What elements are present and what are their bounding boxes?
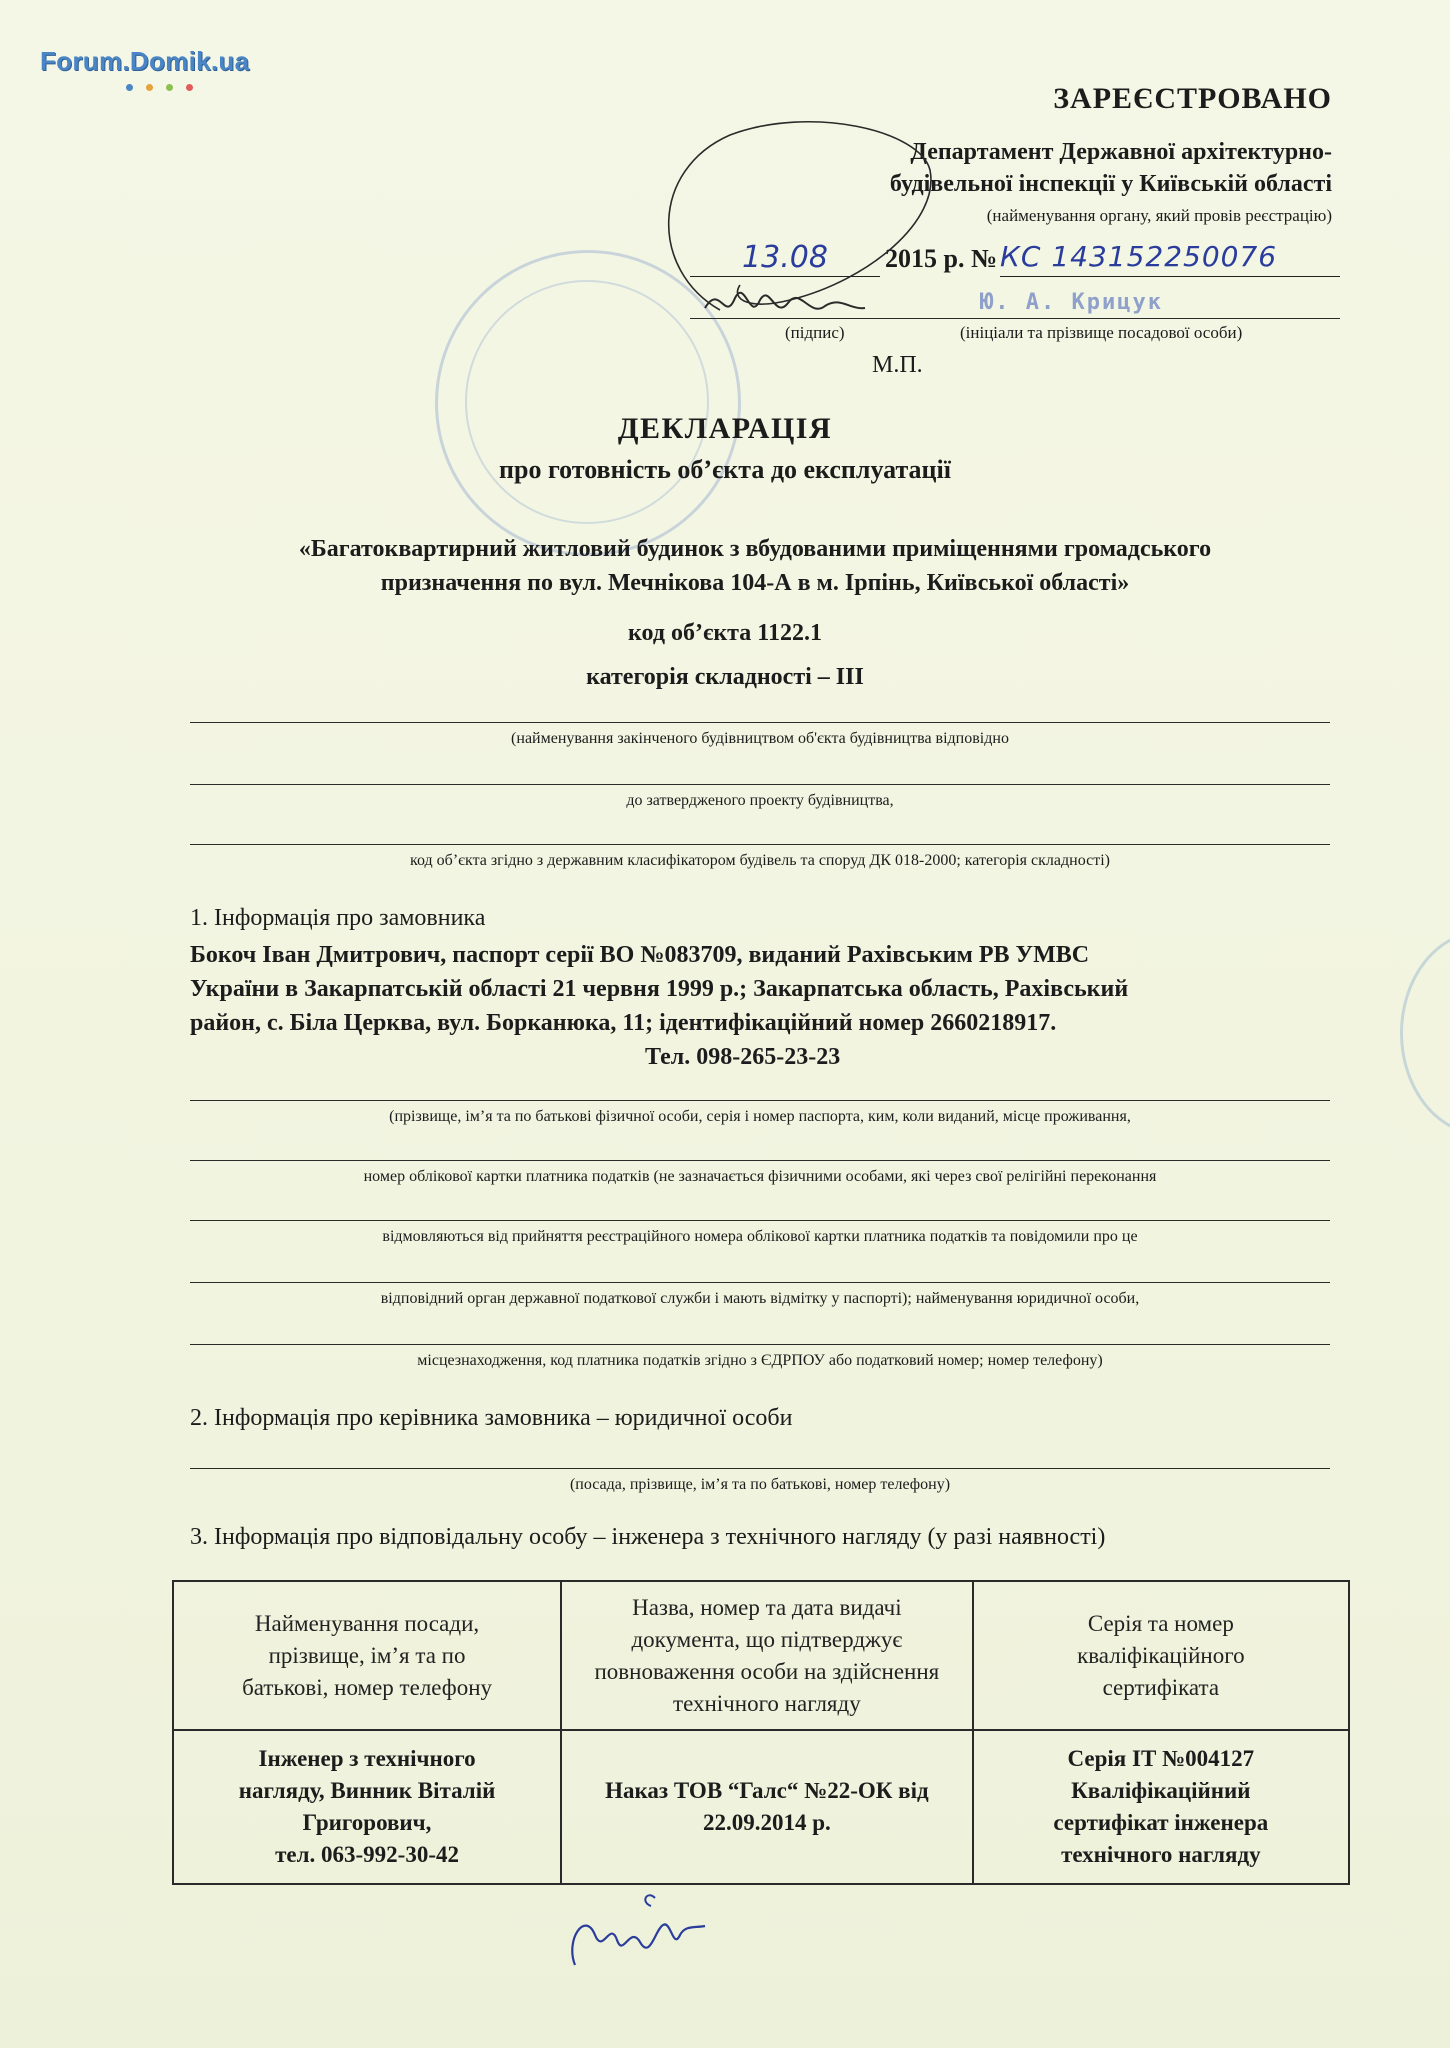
object-name-line: «Багатоквартирний житловий будинок з вбудованими приміщеннями громадського [298,536,1212,562]
table-header-cell [173,1581,561,1730]
customer-info-line: район, с. Біла Церква, вул. Борканюка, 11; ідентифікаційний номер 2660218917. [190,1010,1057,1036]
section3-heading: 3. Інформація про відповідальну особу – інженера з технічного нагляду (у разі наявності) [190,1524,1106,1550]
form-caption: місцезнаходження, код платника податків згідно з ЄДРПОУ або податковий номер; номер телефону) [417,1352,1103,1369]
cell-line: прізвище, ім’я та по [268,1642,466,1668]
cell-line: технічного нагляду [1061,1842,1261,1867]
form-line [190,1220,1330,1221]
cell-line: Серія ІТ №004127 [1067,1746,1255,1771]
initials-caption: (ініціали та прізвище посадової особи) [960,323,1243,342]
registration-year: 2015 р. № [885,244,998,273]
customer-info-line: Бокоч Іван Дмитрович, паспорт серії ВО №083709, виданий Рахівським РВ УМВС [190,942,1090,968]
cell-line: 22.09.2014 р. [702,1810,831,1835]
watermark-dot [166,84,173,91]
cell-line: документа, що підтверджує [631,1626,903,1652]
cell-line: Наказ ТОВ “Галс“ №22-ОК від [605,1778,929,1803]
form-caption: (посада, прізвище, ім’я та по батькові, номер телефону) [569,1476,951,1493]
watermark-dot [186,84,193,91]
cell-line: Найменування посади, [254,1610,480,1636]
declaration-title: ДЕКЛАРАЦІЯ [617,412,833,445]
cell-line: сертифіката [1102,1674,1220,1700]
table-cell [973,1730,1349,1884]
form-caption: відповідний орган державної податкової служби і мають відмітку у паспорті); найменування юридичної особи, [380,1290,1140,1307]
form-line [190,784,1330,785]
initials-line [960,318,1340,319]
handwritten-registration-number: КС 143152250076 [1000,240,1278,273]
form-line [190,1344,1330,1345]
customer-info [190,938,1340,1074]
form-line [190,1160,1330,1161]
cell-line: Назва, номер та дата видачі [632,1594,902,1620]
handwritten-date: 13.08 [742,240,828,275]
section2-heading: 2. Інформація про керівника замовника – юридичної особи [190,1405,793,1431]
department-caption: (найменування органу, який провів реєстрацію) [986,206,1332,225]
form-caption: відмовляються від прийняття реєстраційного номера облікової картки платника податків та повідомили про це [382,1228,1138,1245]
department-line: будівельної інспекції у Київській області [889,171,1332,197]
cell-line: тел. 063-992-30-42 [275,1842,459,1867]
cell-line: повноваження особи на здійснення [594,1658,940,1684]
cell-line: кваліфікаційного [1077,1642,1245,1668]
section1-heading: 1. Інформація про замовника [190,905,486,931]
table-row [173,1730,1349,1884]
object-name-line: призначення по вул. Мечнікова 104-А в м. Ірпінь, Київської області» [380,570,1130,596]
table-header-row [173,1581,1349,1730]
declaration-subtitle: про готовність об’єкта до експлуатації [499,455,951,484]
cell-line: Інженер з технічного [258,1746,476,1771]
department-line: Департамент Державної архітектурно- [910,139,1332,165]
table-cell [173,1730,561,1884]
watermark-dot [146,84,153,91]
cell-line: Серія та номер [1087,1610,1234,1636]
table-cell [561,1730,973,1884]
cell-line: нагляду, Винник Віталій [238,1778,496,1803]
form-line [190,844,1330,845]
form-caption: (найменування закінченого будівництвом об'єкта будівництва відповідно [511,730,1009,747]
registration-number-field [1000,240,1340,277]
cell-line: Григорович, [302,1810,432,1835]
watermark-dots [126,78,206,96]
table-header-cell [973,1581,1349,1730]
seal-place: М.П. [872,352,923,378]
watermark-dot [126,84,133,91]
registered-heading: ЗАРЕЄСТРОВАНО [1053,82,1332,115]
form-caption: код об’єкта згідно з державним класифікатором будівель та споруд ДК 018-2000; категорія складності) [410,852,1110,869]
bottom-signature [555,1880,715,1980]
form-caption: (прізвище, ім’я та по батькові фізичної особи, серія і номер паспорта, ким, коли виданий, місце проживання, [389,1108,1131,1125]
form-line [190,1100,1330,1101]
engineer-table [172,1580,1350,1885]
form-caption: номер облікової картки платника податків (не зазначається фізичними особами, які через свої релігійні переконання [363,1168,1157,1185]
edge-seal-stamp [1400,930,1450,1136]
cell-line: батькові, номер телефону [242,1674,492,1700]
customer-phone: Тел. 098-265-23-23 [645,1044,841,1070]
signature-caption: (підпис) [785,323,845,342]
customer-info-line: України в Закарпатській області 21 червня 1999 р.; Закарпатська область, Рахівський [190,976,1129,1002]
form-line [190,722,1330,723]
site-watermark: Forum.Domik.ua [40,46,250,76]
object-code: код об’єкта 1122.1 [628,620,822,646]
complexity-category: категорія складності – ІІІ [586,664,864,690]
cell-line: сертифікат інженера [1053,1810,1269,1835]
object-name [180,532,1330,600]
official-name-stamp: Ю. А. Крицук [980,290,1163,315]
form-line [190,1282,1330,1283]
cell-line: Кваліфікаційний [1071,1778,1251,1803]
form-line [190,1468,1330,1469]
signature-loop [640,110,940,330]
form-caption: до затвердженого проекту будівництва, [626,792,894,809]
table-header-cell [561,1581,973,1730]
cell-line: технічного нагляду [673,1690,861,1716]
